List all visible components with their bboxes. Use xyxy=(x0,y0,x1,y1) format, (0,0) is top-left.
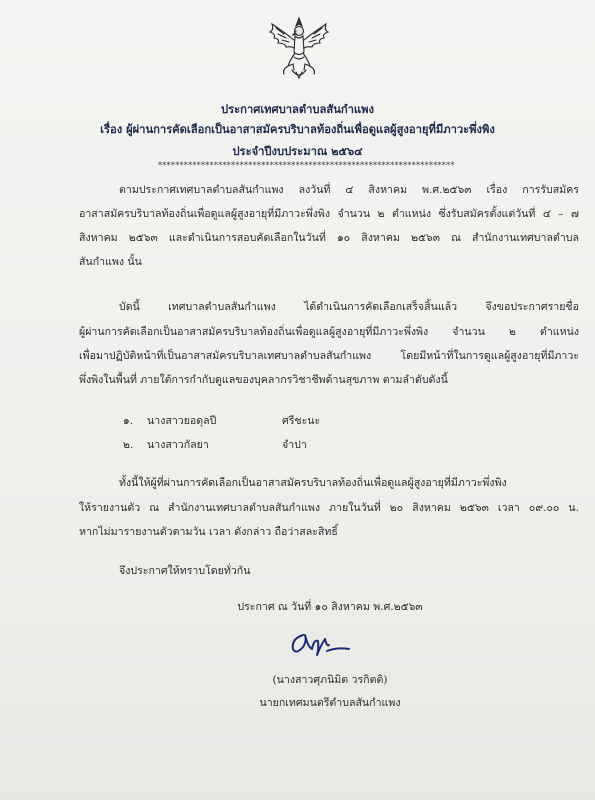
garuda-emblem-icon xyxy=(266,14,332,84)
para2-line: บัดนี้ เทศบาลตำบลสันกำแพง ได้ดำเนินการคัดเลือกเสร็จสิ้นแล้ว จึงขอประกาศรายชื่อ xyxy=(119,301,579,313)
name-first: นางสาวกัลยา xyxy=(147,439,209,451)
signer-name: (นางสาวศุภนิมิต วรกิตติ) xyxy=(272,674,388,686)
para3-line: ให้รายงานตัว ณ สำนักงานเทศบาลตำบลสันกำแพง ภายในวันที่ ๒๐ สิงหาคม ๒๕๖๓ เวลา ๐๙.๐๐ น. xyxy=(79,502,579,514)
signer-title: นายกเทศมนตรีตำบลสันกำแพง xyxy=(259,697,401,709)
divider-asterisks: ********************************************************************* xyxy=(158,161,455,170)
closing-line: จึงประกาศให้ทราบโดยทั่วกัน xyxy=(119,565,251,577)
announcement-subject: เรื่อง ผู้ผ่านการคัดเลือกเป็นอาสาสมัครบริบาลท้องถิ่นเพื่อดูแลผู้สูงอายุที่มีภาวะพึ่งพิง xyxy=(100,122,495,136)
para1-line: สันกำแพง นั้น xyxy=(79,256,142,268)
name-number: ๒. xyxy=(123,439,134,451)
name-number: ๑. xyxy=(123,415,134,427)
para3-line: หากไม่มารายงานตัวตามวัน เวลา ดังกล่าว ถือว่าสละสิทธิ์ xyxy=(79,526,338,538)
fiscal-year: ประจำปีงบประมาณ ๒๕๖๔ xyxy=(232,144,363,158)
para1-line: สิงหาคม ๒๕๖๓ และดำเนินการสอบคัดเลือกในวันที่ ๑๐ สิงหาคม ๒๕๖๓ ณ สำนักงานเทศบาลตำบล xyxy=(79,232,579,244)
signature-icon xyxy=(283,625,355,659)
para3-line: ทั้งนี้ให้ผู้ที่ผ่านการคัดเลือกเป็นอาสาสมัครบริบาลท้องถิ่นเพื่อดูแลผู้สูงอายุที่มีภาวะพึ่งพิง xyxy=(119,477,507,489)
name-first: นางสาวยอดุลปี xyxy=(147,415,217,427)
name-last: ศรีชะนะ xyxy=(282,415,321,427)
para1-line: ตามประกาศเทศบาลตำบลสันกำแพง ลงวันที่ ๔ สิงหาคม พ.ศ.๒๕๖๓ เรื่อง การรับสมัคร xyxy=(119,184,579,196)
para1-line: อาสาสมัครบริบาลท้องถิ่นเพื่อดูแลผู้สูงอายุที่มีภาวะพึ่งพิง จำนวน ๒ ตำแหน่ง ซึ่งรับสมัครตั้งแต่วันที่ ๔ – ๗ xyxy=(79,208,579,220)
para2-line: พึ่งพิงในพื้นที่ ภายใต้การกำกับดูแลของบุคลากรวิชาชีพด้านสุขภาพ ตามลำดับดังนี้ xyxy=(79,374,448,386)
para2-line: เพื่อมาปฏิบัติหน้าที่เป็นอาสาสมัครบริบาลเทศบาลตำบลสันกำแพง โดยมีหน้าที่ในการดูแลผู้สูงอายุที่มีภาวะ xyxy=(79,350,579,362)
name-last: จำปา xyxy=(282,439,307,451)
announcement-title: ประกาศเทศบาลตำบลสันกำแพง xyxy=(221,102,374,116)
announcement-date: ประกาศ ณ วันที่ ๑๐ สิงหาคม พ.ศ.๒๕๖๓ xyxy=(237,601,423,613)
para2-line: ผู้ผ่านการคัดเลือกเป็นอาสาสมัครบริบาลท้องถิ่นเพื่อดูแลผู้สูงอายุที่มีภาวะพึ่งพิง จำนวน ๒ ตำแหน่ง xyxy=(79,326,579,338)
